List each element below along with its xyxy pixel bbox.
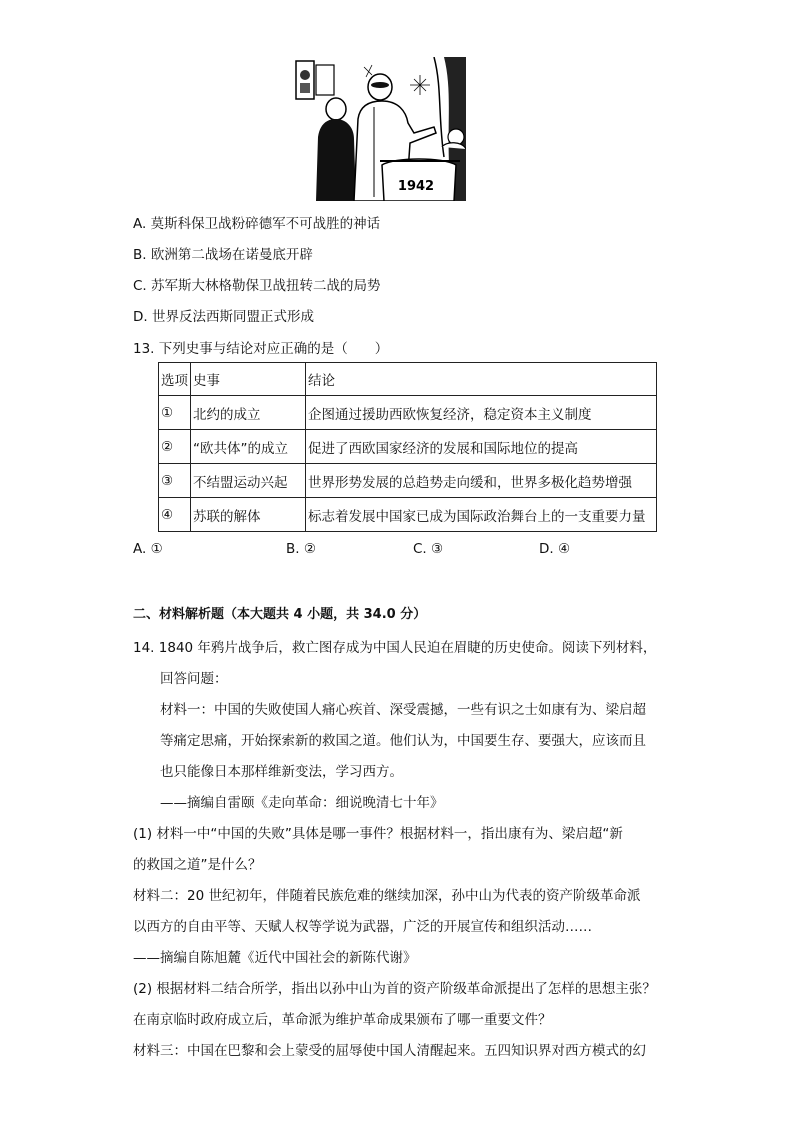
material1-line: 等痛定思痛，开始探索新的救国之道。他们认为，中国要生存、要强大，应该而且 (160, 733, 646, 749)
table-header-cell: 选项 (159, 363, 191, 396)
q13-stem: 13. 下列史事与结论对应正确的是（ ） (133, 341, 389, 357)
q13-choice-d: D. ④ (539, 541, 571, 557)
q13-choice-c: C. ③ (413, 541, 444, 557)
table-cell: ② (159, 430, 191, 464)
table-header-cell: 结论 (306, 363, 657, 396)
q14-stem-line2: 回答问题： (160, 671, 228, 687)
material2-source: ——摘编自陈旭麓《近代中国社会的新陈代谢》 (133, 950, 417, 966)
material2-line: 以西方的自由平等、天赋人权等学说为武器，广泛的开展宣传和组织活动…… (133, 919, 592, 935)
q13-table (158, 362, 657, 532)
material1-line: 也只能像日本那样维新变法，学习西方。 (160, 764, 403, 780)
q14-stem-line1: 14. 1840 年鸦片战争后，救亡图存成为中国人民迫在眉睫的历史使命。阅读下列材料， (133, 640, 657, 656)
material1-source: ——摘编自雷颐《走向革命：细说晚清七十年》 (160, 795, 444, 811)
table-cell: ④ (159, 498, 191, 532)
table-row (159, 396, 657, 430)
table-cell: 促进了西欧国家经济的发展和国际地位的提高 (306, 430, 657, 464)
table-row (159, 430, 657, 464)
table-cell: 不结盟运动兴起 (191, 464, 306, 498)
table-cell: 标志着发展中国家已成为国际政治舞台上的一支重要力量 (306, 498, 657, 532)
q12-option-c: C. 苏军斯大林格勒保卫战扭转二战的局势 (133, 278, 381, 294)
section-title: 二、材料解析题（本大题共 4 小题，共 34.0 分） (133, 607, 427, 622)
table-cell: 世界形势发展的总趋势走向缓和，世界多极化趋势增强 (306, 464, 657, 498)
table-cell: 苏联的解体 (191, 498, 306, 532)
q12-option-d: D. 世界反法西斯同盟正式形成 (133, 309, 314, 325)
table-cell: “欧共体”的成立 (191, 430, 306, 464)
q12-option-b: B. 欧洲第二战场在诺曼底开辟 (133, 247, 313, 263)
q13-choice-b: B. ② (286, 541, 316, 557)
table-cell: ① (159, 396, 191, 430)
cartoon-illustration (294, 57, 466, 201)
material2-line: 材料二：20 世纪初年，伴随着民族危难的继续加深，孙中山为代表的资产阶级革命派 (133, 888, 641, 904)
table-cell: 企图通过援助西欧恢复经济，稳定资本主义制度 (306, 396, 657, 430)
question1-line: (1) 材料一中“中国的失败”具体是哪一事件？根据材料一，指出康有为、梁启超“新 (133, 826, 623, 842)
question2-line: (2) 根据材料二结合所学，指出以孙中山为首的资产阶级革命派提出了怎样的思想主张？ (133, 981, 656, 997)
table-header-row (159, 363, 657, 396)
table-header-cell: 史事 (191, 363, 306, 396)
material3-line: 材料三：中国在巴黎和会上蒙受的屈辱使中国人清醒起来。五四知识界对西方模式的幻 (133, 1043, 646, 1059)
question2-line: 在南京临时政府成立后，革命派为维护革命成果颁布了哪一重要文件？ (133, 1012, 552, 1028)
table-cell: 北约的成立 (191, 396, 306, 430)
q12-option-a: A. 莫斯科保卫战粉碎德军不可战胜的神话 (133, 216, 381, 232)
table-row (159, 464, 657, 498)
question1-line: 的救国之道”是什么？ (133, 857, 262, 873)
material1-line: 材料一：中国的失败使国人痛心疾首、深受震撼，一些有识之士如康有为、梁启超 (160, 702, 646, 718)
q13-choice-a: A. ① (133, 541, 163, 557)
table-row (159, 498, 657, 532)
table-cell: ③ (159, 464, 191, 498)
cartoon-year-label: 1942 (397, 179, 435, 194)
